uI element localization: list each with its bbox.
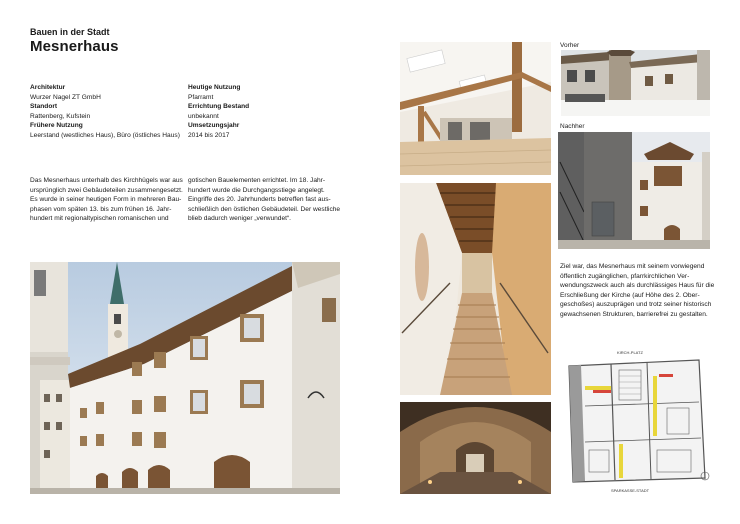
- body-line: Eingriffe des 20. Jahrhunderts betreffen fast aus-: [188, 196, 331, 204]
- concept-line: gewachsenen Strukturen, barrierefrei zu gestalten.: [560, 310, 708, 318]
- fact-value-current-use: Pfarramt: [188, 93, 214, 101]
- fact-label-current-use: Heutige Nutzung: [188, 84, 241, 91]
- caption-before: Vorher: [560, 42, 580, 49]
- body-line: blieb dadurch weniger „verwundet“.: [188, 215, 291, 223]
- vault-photo: [400, 402, 551, 494]
- concept-line: Ziel war, das Mesnerhaus mit seinem vorwiegend: [560, 263, 705, 270]
- body-line: ursprünglich zwei Gebäudeteilen zusammengesetzt.: [30, 186, 183, 194]
- facts-right: [188, 83, 338, 141]
- page-title: Mesnerhaus: [30, 38, 119, 55]
- body-line: hundert wurde die Durchgangsstiege angelegt.: [188, 186, 325, 194]
- fact-value-year: 2014 bis 2017: [188, 131, 230, 139]
- staircase-photo: [400, 183, 551, 395]
- concept-line: öffentlich zugänglichen, pfarrkirchlichen Ver-: [560, 272, 690, 280]
- caption-after: Nachher: [560, 123, 585, 130]
- body-line: phasen vom späten 13. bis zum frühen 16. Jahr-: [30, 205, 172, 213]
- fact-value-built: unbekannt: [188, 112, 219, 120]
- body-column-1: [30, 176, 193, 224]
- fact-label-former-use: Frühere Nutzung: [30, 122, 83, 130]
- plan-label-bottom: SPARKASSE-STADT: [611, 488, 650, 493]
- floor-plan: [559, 346, 715, 494]
- fact-value-location: Rattenberg, Kufstein: [30, 112, 91, 120]
- facade-photo: [30, 262, 340, 494]
- fact-label-architect: Architektur: [30, 84, 66, 91]
- fact-label-year: Umsetzungsjahr: [188, 122, 240, 130]
- body-line: Das Mesnerhaus unterhalb des Kirchhügels war aus: [30, 177, 183, 184]
- plan-label-top: KIRCH-PLATZ: [617, 350, 643, 355]
- section-kicker: Bauen in der Stadt: [30, 27, 110, 37]
- concept-line: geschoßes) auszuprägen und trotz seiner historisch: [560, 301, 712, 309]
- after-photo: [558, 132, 710, 249]
- body-line: schließlich den östlichen Gebäudeteil. Der westliche: [188, 205, 341, 213]
- concept-line: Erschließung der Kirche (auf Höhe des 2. Ober-: [560, 291, 700, 299]
- body-line: gotischen Bauelementen errichtet. Im 18. Jahr-: [188, 177, 326, 184]
- concept-line: wendungszweck auch als durchlässiges Haus für die: [560, 282, 715, 290]
- concept-text: [560, 262, 715, 320]
- body-line: Es wurde in seiner heutigen Form in mehreren Bau-: [30, 196, 182, 204]
- fact-value-former-use: Leerstand (westliches Haus), Büro (östliches Haus): [30, 131, 180, 139]
- body-line: hundert mit regionaltypischen romanischen und: [30, 215, 169, 223]
- fact-value-architect: Wurzer Nagel ZT GmbH: [30, 93, 101, 101]
- interior-attic-photo: [400, 42, 551, 175]
- facts-left: [30, 83, 190, 141]
- fact-label-built: Errichtung Bestand: [188, 103, 250, 111]
- before-photo: [561, 50, 710, 116]
- body-column-2: [188, 176, 360, 224]
- fact-label-location: Standort: [30, 103, 58, 111]
